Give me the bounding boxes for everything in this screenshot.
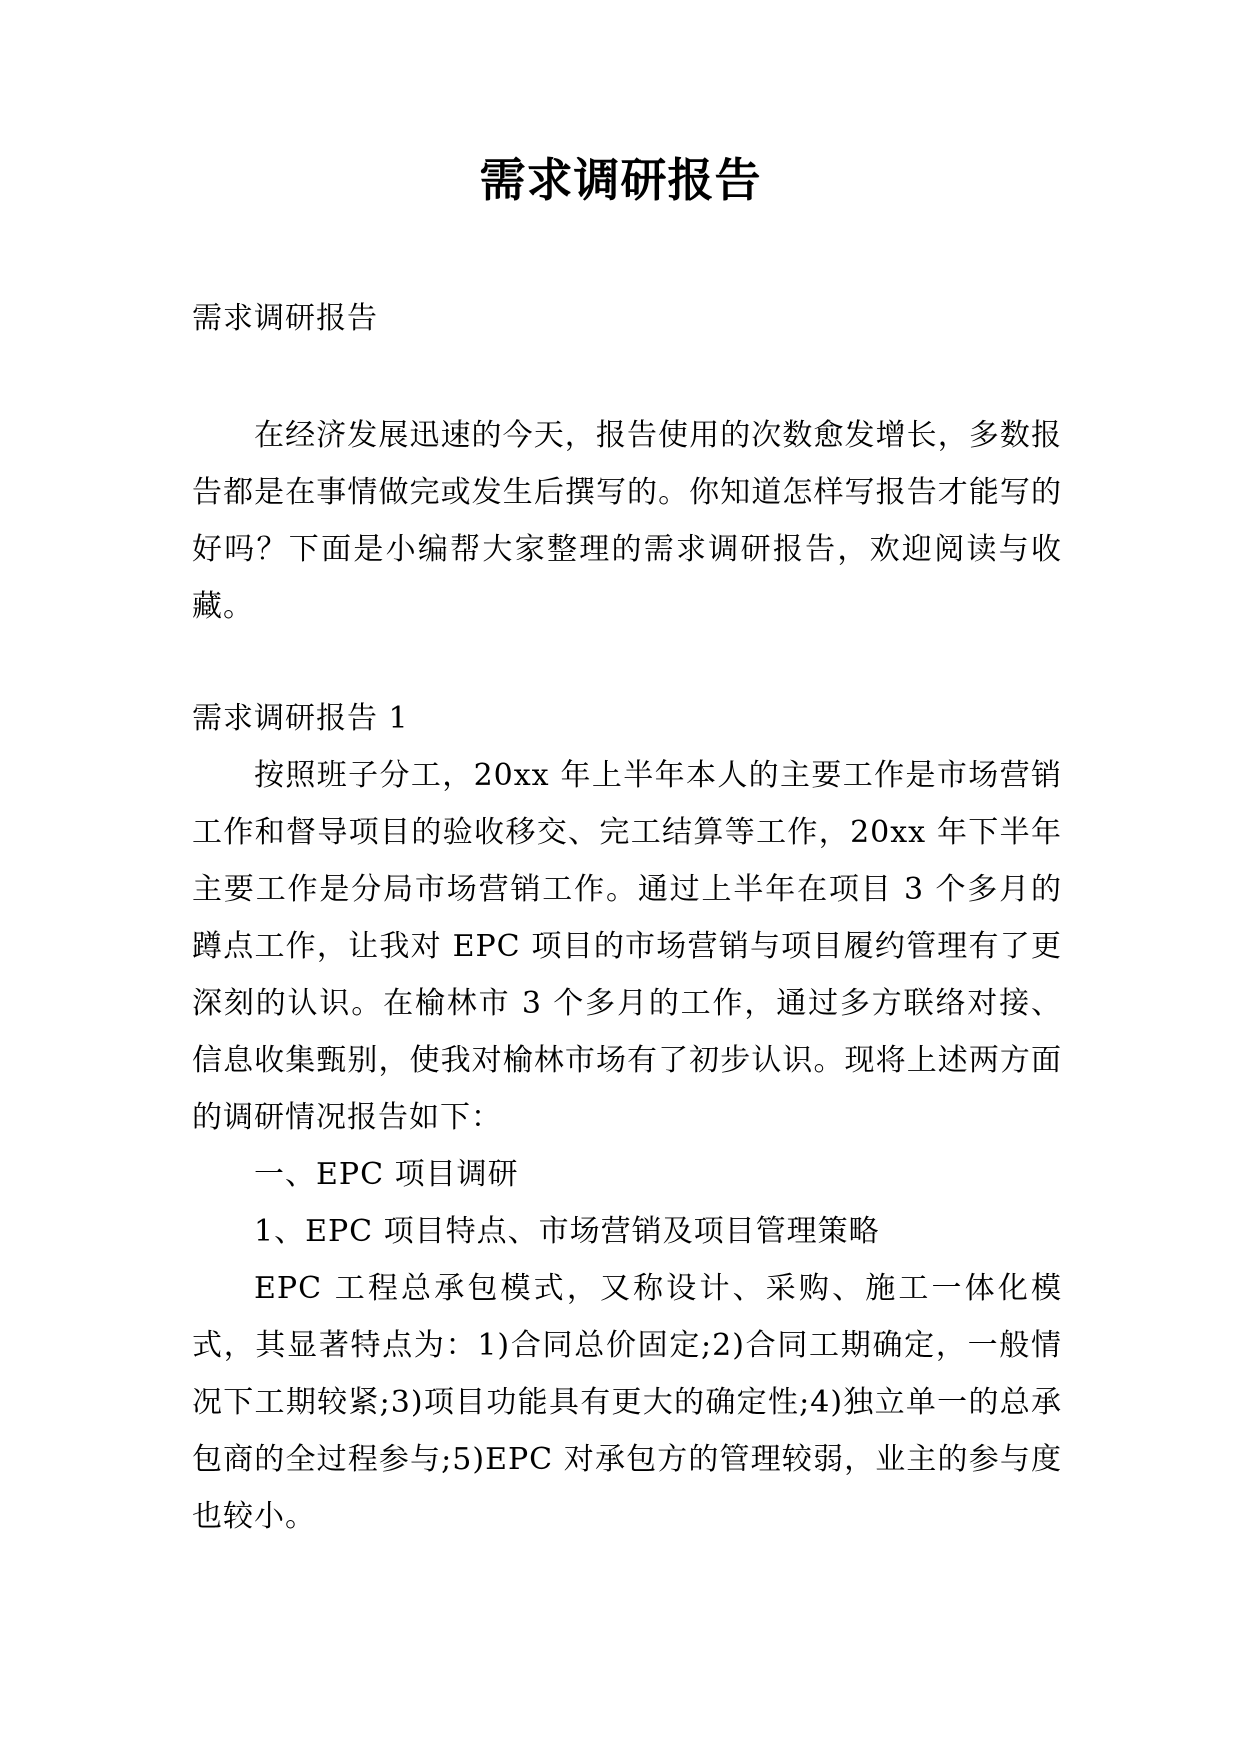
heading-level-1: 一、EPC 项目调研 xyxy=(254,1157,519,1192)
body-paragraph-2: EPC 工程总承包模式，又称设计、采购、施工一体化模式，其显著特点为：1)合同总价固定;2)合同工期确定，一般情况下工期较紧;3)项目功能具有更大的确定性;4)独立单一的总承包商的全过程参与;5)EPC 对承包方的管理较弱，业主的参与度也较小。 xyxy=(192,1271,1062,1534)
heading-level-2: 1、EPC 项目特点、市场营销及项目管理策略 xyxy=(254,1214,880,1249)
document-subtitle: 需求调研报告 xyxy=(192,301,378,336)
document-title: 需求调研报告 xyxy=(479,153,762,207)
section-heading: 需求调研报告 1 xyxy=(192,701,409,736)
document-body xyxy=(192,290,1062,1545)
intro-paragraph: 在经济发展迅速的今天，报告使用的次数愈发增长，多数报告都是在事情做完或发生后撰写的。你知道怎样写报告才能写的好吗？下面是小编帮大家整理的需求调研报告，欢迎阅读与收藏。 xyxy=(192,418,1062,624)
body-paragraph-1: 按照班子分工，20xx 年上半年本人的主要工作是市场营销工作和督导项目的验收移交、完工结算等工作，20xx 年下半年主要工作是分局市场营销工作。通过上半年在项目 3 个多月的蹲点工作，让我对 EPC 项目的市场营销与项目履约管理有了更深刻的认识。在榆林市 3 个多月的工作，通过多方联络对接、信息收集甄别，使我对榆林市场有了初步认识。现将上述两方面的调研情况报告如下： xyxy=(192,758,1062,1135)
